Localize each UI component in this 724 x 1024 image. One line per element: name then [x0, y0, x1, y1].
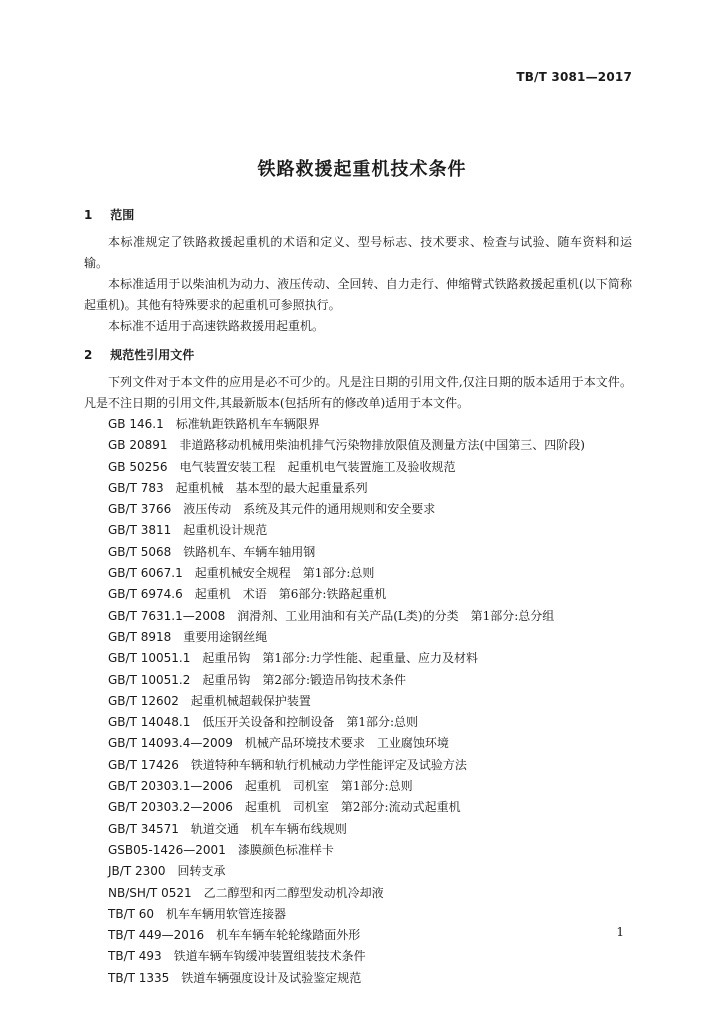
- reference-item: [84, 861, 632, 882]
- section-2-title: 规范性引用文件: [110, 348, 195, 362]
- section-1-heading: [84, 205, 632, 226]
- reference-item: [84, 520, 632, 541]
- reference-item: [84, 968, 632, 989]
- scope-paragraph: 本标准规定了铁路救援起重机的术语和定义、型号标志、技术要求、检查与试验、随车资料和运输。: [84, 235, 632, 270]
- reference-item: [84, 478, 632, 499]
- reference-item: [84, 414, 632, 435]
- reference-item: [84, 584, 632, 605]
- reference-item: [84, 648, 632, 669]
- reference-title: 轨道交通 机车车辆布线规则: [190, 821, 347, 836]
- reference-title: 起重机械 基本型的最大起重量系列: [175, 480, 368, 495]
- reference-title: 乙二醇型和丙二醇型发动机冷却液: [203, 885, 384, 900]
- references-intro: 下列文件对于本文件的应用是必不可少的。凡是注日期的引用文件,仅注日期的版本适用于本文件。凡是不注日期的引用文件,其最新版本(包括所有的修改单)适用于本文件。: [84, 375, 632, 410]
- reference-code: GSB05-1426—2001: [108, 842, 226, 857]
- reference-title: 电气装置安装工程 起重机电气装置施工及验收规范: [179, 459, 456, 474]
- reference-code: GB/T 10051.1: [108, 651, 191, 666]
- reference-title: 重要用途钢丝绳: [183, 629, 268, 644]
- reference-item: [84, 670, 632, 691]
- section-1-number: 1: [84, 208, 93, 222]
- section-2-heading: [84, 345, 632, 366]
- reference-title: 漆膜颜色标准样卡: [237, 842, 334, 857]
- reference-title: 铁道车辆车钩缓冲装置组装技术条件: [173, 949, 366, 964]
- scope-paragraph: 本标准不适用于高速铁路救援用起重机。: [108, 319, 325, 333]
- page-number: 1: [616, 925, 624, 939]
- reference-item: [84, 563, 632, 584]
- reference-title: 起重机械安全规程 第1部分:总则: [194, 566, 375, 581]
- reference-title: 铁道车辆强度设计及试验鉴定规范: [181, 970, 362, 985]
- reference-code: GB/T 7631.1—2008: [108, 608, 226, 623]
- reference-code: GB/T 12602: [108, 693, 179, 708]
- page-title: 铁路救援起重机技术条件: [257, 159, 467, 180]
- reference-code: JB/T 2300: [108, 864, 166, 879]
- reference-code: GB/T 6974.6: [108, 587, 183, 602]
- doc-code: TB/T 3081—2017: [516, 70, 632, 84]
- reference-code: GB/T 17426: [108, 757, 179, 772]
- reference-item: [84, 691, 632, 712]
- reference-item: [84, 904, 632, 925]
- reference-title: 铁路机车、车辆车轴用钢: [183, 544, 316, 559]
- reference-code: GB 20891: [108, 438, 168, 453]
- reference-title: 铁道特种车辆和轨行机械动力学性能评定及试验方法: [190, 757, 467, 772]
- reference-item: [84, 840, 632, 861]
- reference-code: GB/T 8918: [108, 629, 172, 644]
- reference-code: TB/T 1335: [108, 970, 170, 985]
- reference-code: TB/T 60: [108, 906, 155, 921]
- reference-code: GB/T 6067.1: [108, 566, 183, 581]
- reference-title: 机车车辆车轮轮缘踏面外形: [216, 928, 361, 943]
- reference-code: GB/T 14048.1: [108, 715, 191, 730]
- reference-title: 液压传动 系统及其元件的通用规则和安全要求: [183, 502, 436, 517]
- reference-title: 润滑剂、工业用油和有关产品(L类)的分类 第1部分:总分组: [237, 608, 555, 623]
- reference-code: GB 146.1: [108, 417, 164, 431]
- reference-code: GB/T 14093.4—2009: [108, 736, 233, 751]
- reference-item: [84, 712, 632, 733]
- reference-code: GB/T 5068: [108, 544, 172, 559]
- reference-title: 起重机械超载保护装置: [190, 693, 311, 708]
- reference-title: 起重机设计规范: [183, 523, 268, 538]
- reference-item: [84, 797, 632, 818]
- scope-paragraph: 本标准适用于以柴油机为动力、液压传动、全回转、自力走行、伸缩臂式铁路救援起重机(以下简称起重机)。其他有特殊要求的起重机可参照执行。: [84, 277, 632, 312]
- document-body: [84, 205, 632, 989]
- section-2-number: 2: [84, 348, 93, 362]
- reference-item: [84, 925, 632, 946]
- reference-item: [84, 627, 632, 648]
- reference-title: 标准轨距铁路机车车辆限界: [175, 417, 320, 431]
- reference-code: TB/T 493: [108, 949, 162, 964]
- reference-title: 回转支承: [177, 864, 226, 879]
- reference-code: GB/T 20303.2—2006: [108, 800, 233, 815]
- reference-item: [84, 776, 632, 797]
- reference-code: GB/T 783: [108, 480, 164, 495]
- reference-item: [84, 499, 632, 520]
- reference-item: [84, 733, 632, 754]
- reference-title: 起重吊钩 第1部分:力学性能、起重量、应力及材料: [202, 651, 479, 666]
- reference-item: [84, 435, 632, 456]
- reference-item: [84, 755, 632, 776]
- reference-code: GB/T 10051.2: [108, 672, 191, 687]
- reference-code: GB 50256: [108, 459, 168, 474]
- reference-code: NB/SH/T 0521: [108, 885, 192, 900]
- reference-title: 非道路移动机械用柴油机排气污染物排放限值及测量方法(中国第三、四阶段): [179, 438, 585, 453]
- reference-title: 起重机 司机室 第2部分:流动式起重机: [244, 800, 461, 815]
- reference-code: GB/T 3811: [108, 523, 172, 538]
- reference-item: [84, 542, 632, 563]
- reference-title: 起重机 司机室 第1部分:总则: [244, 779, 413, 794]
- reference-item: [84, 457, 632, 478]
- reference-item: [84, 606, 632, 627]
- reference-code: GB/T 20303.1—2006: [108, 779, 233, 794]
- reference-code: GB/T 3766: [108, 502, 172, 517]
- reference-title: 起重机 术语 第6部分:铁路起重机: [194, 587, 387, 602]
- reference-title: 低压开关设备和控制设备 第1部分:总则: [202, 715, 419, 730]
- reference-item: [84, 946, 632, 967]
- reference-list: [84, 414, 632, 989]
- reference-code: GB/T 34571: [108, 821, 179, 836]
- reference-item: [84, 819, 632, 840]
- reference-title: 机械产品环境技术要求 工业腐蚀环境: [244, 736, 449, 751]
- reference-title: 起重吊钩 第2部分:锻造吊钩技术条件: [202, 672, 407, 687]
- reference-item: [84, 883, 632, 904]
- reference-code: TB/T 449—2016: [108, 928, 205, 943]
- reference-title: 机车车辆用软管连接器: [166, 906, 287, 921]
- section-1-title: 范围: [110, 208, 135, 222]
